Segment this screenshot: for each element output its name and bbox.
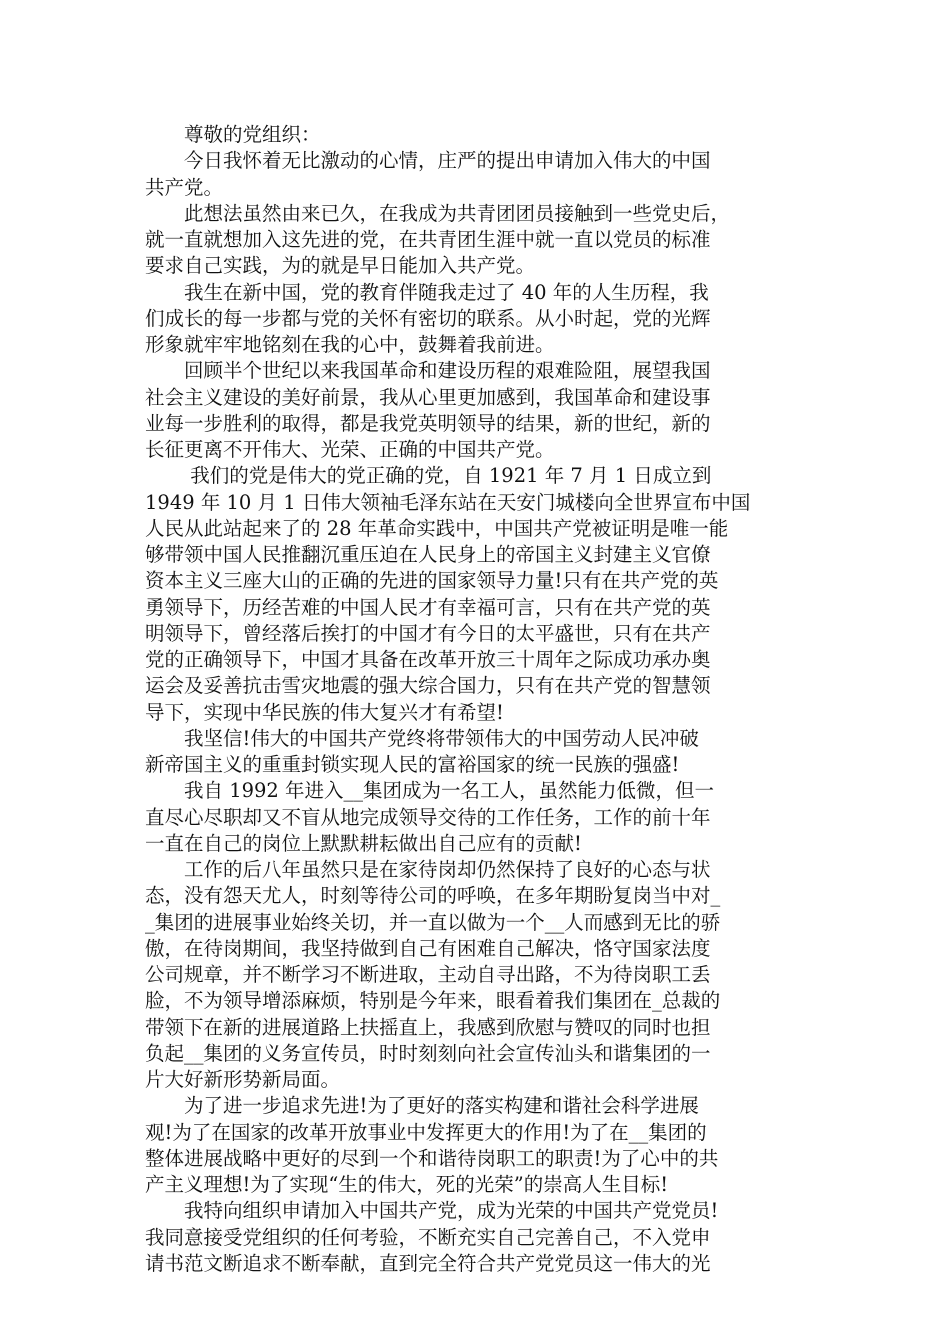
text-line: 我特向组织申请加入中国共产党，成为光荣的中国共产党党员!	[145, 1199, 719, 1223]
text-line: 工作的后八年虽然只是在家待岗却仍然保持了良好的心态与状	[145, 858, 711, 881]
text-line: 形象就牢牢地铭刻在我的心中，鼓舞着我前进。	[145, 333, 555, 356]
text-line: 我生在新中国，党的教育伴随我走过了 40 年的人生历程，我	[145, 280, 709, 304]
text-line: 为了进一步追求先进!为了更好的落实构建和谐社会科学进展	[145, 1094, 699, 1118]
text-line: 公司规章，并不断学习不断进取，主动自寻出路，不为待岗职工丢	[145, 963, 711, 986]
text-line: 新帝国主义的重重封锁实现人民的富裕国家的统一民族的强盛!	[145, 753, 680, 776]
text-line: 共产党。	[145, 175, 224, 199]
text-line: 长征更离不开伟大、光荣、正确的中国共产党。	[145, 438, 555, 461]
text-line: 态，没有怨天尤人，时刻等待公司的呼唤，在多年期盼复岗当中对_	[145, 884, 721, 908]
text-line: 我同意接受党组织的任何考验，不断充实自己完善自己，不入党申	[145, 1225, 711, 1249]
text-line: 片大好新形势新局面。	[145, 1068, 341, 1091]
text-line: _集团的进展事业始终关切，并一直以做为一个__人而感到无比的骄	[145, 910, 721, 934]
text-line: 今日我怀着无比激动的心情，庄严的提出申请加入伟大的中国	[145, 149, 711, 173]
text-line: 要求自己实践，为的就是早日能加入共产党。	[145, 254, 536, 278]
text-line: 我们的党是伟大的党正确的党，自 1921 年 7 月 1 日成立到	[145, 464, 712, 488]
text-line: 够带领中国人民推翻沉重压迫在人民身上的帝国主义封建主义官僚	[145, 543, 711, 566]
text-line: 观!为了在国家的改革开放事业中发挥更大的作用!为了在__集团的	[145, 1120, 707, 1144]
text-line: 人民从此站起来了的 28 年革命实践中，中国共产党被证明是唯一能	[145, 516, 729, 540]
text-line: 直尽心尽职却又不盲从地完成领导交待的工作任务，工作的前十年	[145, 805, 711, 829]
text-line: 尊敬的党组织：	[145, 123, 321, 146]
text-line: 我自 1992 年进入__集团成为一名工人，虽然能力低微，但一	[145, 779, 715, 803]
text-line: 资本主义三座大山的正确的先进的国家领导力量!只有在共产党的英	[145, 569, 719, 593]
text-line: 我坚信!伟大的中国共产党终将带领伟大的中国劳动人民冲破	[145, 726, 699, 750]
text-line: 负起__集团的义务宣传员，时时刻刻向社会宣传汕头和谐集团的一	[145, 1041, 711, 1065]
text-line: 勇领导下，历经苦难的中国人民才有幸福可言，只有在共产党的英	[145, 595, 711, 619]
text-line: 傲，在待岗期间，我坚持做到自己有困难自己解决，恪守国家法度	[145, 936, 711, 960]
text-line: 业每一步胜利的取得，都是我党英明领导的结果，新的世纪，新的	[145, 411, 711, 435]
text-line: 导下，实现中华民族的伟大复兴才有希望!	[145, 700, 504, 724]
text-line: 请书范文断追求不断奉献，直到完全符合共产党党员这一伟大的光	[145, 1251, 711, 1275]
text-line: 党的正确领导下，中国才具备在改革开放三十周年之际成功承办奥	[145, 648, 711, 671]
text-line: 脸，不为领导增添麻烦，特别是今年来，眼看着我们集团在_总裁的	[145, 989, 721, 1013]
text-line: 产主义理想!为了实现“生的伟大，死的光荣”的崇高人生目标!	[145, 1173, 669, 1196]
text-line: 带领下在新的进展道路上扶摇直上，我感到欣慰与赞叹的同时也担	[145, 1015, 711, 1039]
text-line: 们成长的每一步都与党的关怀有密切的联系。从小时起，党的光辉	[145, 306, 711, 330]
text-line: 一直在自己的岗位上默默耕耘做出自己应有的贡献!	[145, 831, 582, 855]
text-line: 整体进展战略中更好的尽到一个和谐待岗职工的职责!为了心中的共	[145, 1146, 719, 1170]
text-line: 1949 年 10 月 1 日伟大领袖毛泽东站在天安门城楼向全世界宣布中国	[145, 490, 751, 514]
text-line: 就一直就想加入这先进的党，在共青团生涯中就一直以党员的标准	[145, 228, 711, 251]
text-line: 此想法虽然由来已久，在我成为共青团团员接触到一些党史后，	[145, 201, 731, 225]
text-line: 运会及妥善抗击雪灾地震的强大综合国力，只有在共产党的智慧领	[145, 674, 711, 698]
text-line: 明领导下，曾经落后挨打的中国才有今日的太平盛世，只有在共产	[145, 621, 711, 645]
text-line: 回顾半个世纪以来我国革命和建设历程的艰难险阻，展望我国	[145, 359, 711, 383]
text-line: 社会主义建设的美好前景，我从心里更加感到，我国革命和建设事	[145, 385, 711, 409]
